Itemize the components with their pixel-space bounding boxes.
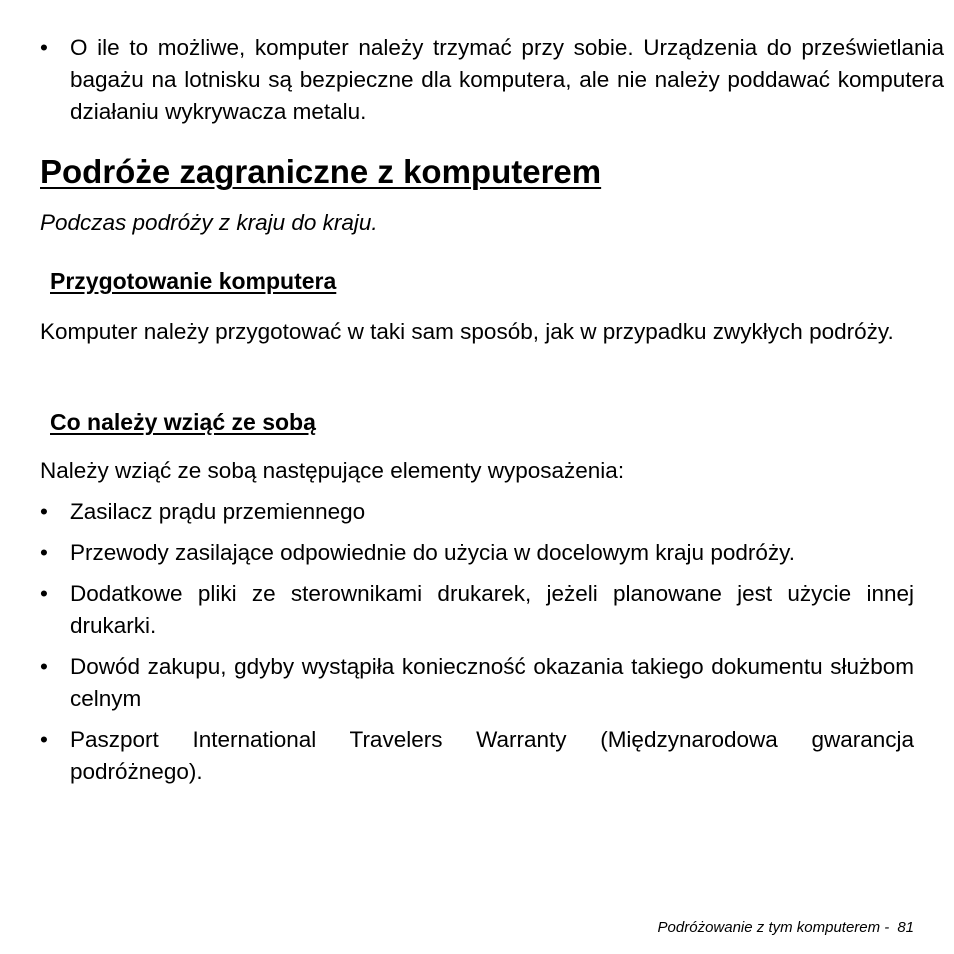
page-footer [658, 918, 914, 938]
subsection-heading-what-to-take: Co należy wziąć ze sobą [50, 409, 316, 435]
list-item [40, 32, 944, 128]
section-heading: Podróże zagraniczne z komputerem [40, 153, 602, 190]
bullet-marker: • [40, 35, 48, 60]
list-item [40, 651, 914, 715]
bullet-marker: • [40, 581, 48, 606]
section-intro: Podczas podróży z kraju do kraju. [40, 210, 378, 235]
bullet-marker: • [40, 654, 48, 679]
bullet-marker: • [40, 540, 48, 565]
paragraph: Komputer należy przygotować w taki sam sposób, jak w przypadku zwykłych podróży. [40, 319, 894, 344]
list-item-text: Przewody zasilające odpowiednie do użycia w docelowym kraju podróży. [70, 540, 795, 565]
equipment-list [40, 496, 914, 797]
page-number: 81 [897, 919, 914, 936]
footer-chapter-title: Podróżowanie z tym komputerem - [657, 919, 890, 936]
list-item-text: Dowód zakupu, gdyby wystąpiła konieczność okazania takiego dokumentu służbom celnym [70, 654, 914, 711]
paragraph: Należy wziąć ze sobą następujące elementy wyposażenia: [40, 458, 625, 483]
bullet-marker: • [40, 727, 48, 752]
list-item [40, 724, 914, 788]
bullet-marker: • [40, 499, 48, 524]
list-item-text: Dodatkowe pliki ze sterownikami drukarek, jeżeli planowane jest użycie innej drukarki. [70, 581, 914, 638]
subsection-heading-preparation: Przygotowanie komputera [50, 268, 337, 294]
list-item-text: Zasilacz prądu przemiennego [70, 499, 366, 524]
list-item [40, 537, 914, 569]
list-item [40, 496, 914, 528]
list-item [40, 578, 914, 642]
list-item-text: O ile to możliwe, komputer należy trzymać przy sobie. Urządzenia do prześwietlania bagażu na lotnisku są bezpieczne dla komputera, ale nie należy poddawać komputera działaniu wykrywacza metalu. [70, 35, 944, 124]
list-item-text: Paszport International Travelers Warranty (Międzynarodowa gwarancja podróżnego). [70, 727, 914, 784]
